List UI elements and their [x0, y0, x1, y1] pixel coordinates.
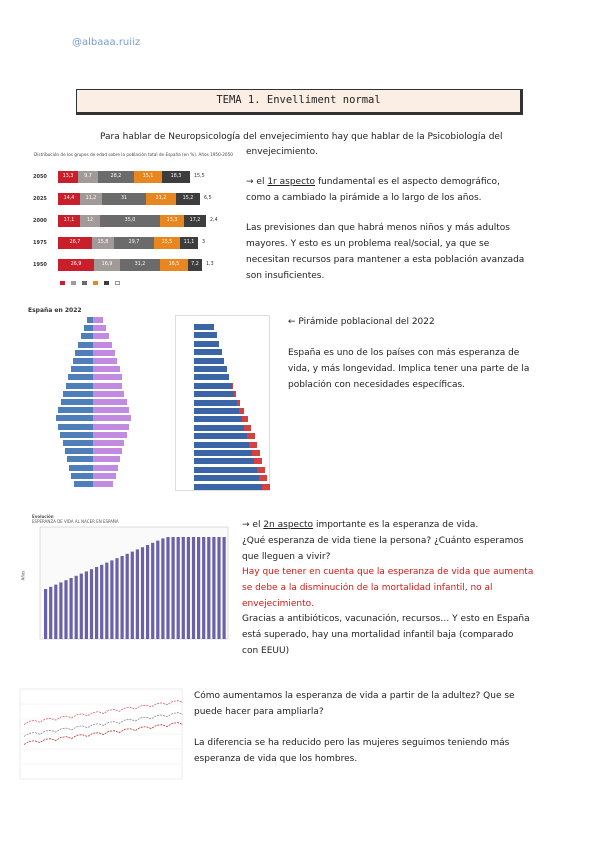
section1-para2-line-1: Las previsiones dan que habrá menos niños y más adultos — [246, 223, 510, 233]
author-handle: @albaaa.ruiiz — [72, 37, 141, 48]
life-expectancy-bar — [59, 582, 62, 639]
age-chart-end-value: 3 — [202, 240, 206, 245]
age-chart-year: 2050 — [33, 174, 47, 180]
table-bar — [194, 408, 239, 414]
pyramid-bar-male — [71, 473, 93, 479]
life-expectancy-bar — [85, 571, 88, 639]
pyramid-bar-female — [93, 383, 122, 389]
life-expectancy-bar — [105, 563, 108, 639]
pyramid-bar-male — [84, 325, 93, 331]
section2-line-1: España es uno de los países con más esperanza de — [288, 348, 520, 358]
life-expectancy-bar — [172, 537, 175, 639]
life-expectancy-bar — [126, 554, 129, 639]
table-bar — [194, 324, 214, 330]
table-bar-red — [257, 467, 265, 473]
highlight-2n-aspecto: 2n aspecto — [263, 520, 314, 530]
life-expectancy-bar — [151, 543, 154, 639]
life-chart-subtitle: ESPERANZA DE VIDA AL NACER EN ESPAÑA — [32, 519, 119, 524]
life-expectancy-bar — [54, 585, 57, 639]
pyramid-bar-male — [78, 342, 93, 348]
pyramid-bar-female — [93, 317, 103, 323]
section2-line-3: población con necesidades específicas. — [288, 380, 466, 390]
age-chart-segment: 29,7 — [114, 237, 154, 249]
life-expectancy-bar — [75, 576, 78, 639]
pyramid-bar-female — [93, 407, 129, 413]
arrow-text: → el — [246, 177, 265, 187]
life-expectancy-bar — [182, 537, 185, 639]
section3-line-3: que lleguen a vivir? — [242, 552, 331, 562]
age-chart-segment: 11,2 — [80, 193, 102, 205]
section1-line-2: como a cambiado la pirámide a lo largo de los años. — [246, 193, 482, 203]
life-expectancy-bar — [202, 537, 205, 639]
age-chart-segment: 15,5 — [154, 237, 180, 249]
pyramid-bar-female — [93, 456, 120, 462]
pyramid-bar-male — [66, 383, 94, 389]
age-chart-segment: 17,1 — [58, 215, 80, 227]
pyramid-bar-female — [93, 399, 127, 405]
life-expectancy-by-sex-chart — [14, 683, 186, 791]
pyramid-bar-female — [93, 415, 131, 421]
age-chart-bar — [58, 171, 190, 183]
table-bar — [194, 450, 252, 456]
section3-after-2: está superado, hay una mortalidad infantil baja (comparado — [242, 630, 514, 640]
section2-line-2: vida, y más longevidad. Implica tener una parte de la — [288, 364, 530, 374]
section3-after-1: Gracias a antibióticos, vacunación, recursos… Y esto en España — [242, 614, 530, 624]
table-bar-red — [234, 391, 236, 397]
table-bar-red — [239, 408, 244, 414]
life-expectancy-bar — [192, 537, 195, 639]
age-chart-year: 2025 — [33, 196, 47, 202]
age-chart-segment: 26,9 — [58, 259, 94, 271]
age-chart-segment: 15,1 — [134, 171, 162, 183]
section4-line-4: esperanza de vida que los hombres. — [194, 754, 358, 764]
age-chart-segment: 16,9 — [94, 259, 120, 271]
age-chart-segment: 31 — [102, 193, 146, 205]
age-chart-segment: 13,3 — [160, 215, 184, 227]
legend-swatch — [93, 281, 98, 285]
pyramid-bar-male — [58, 407, 93, 413]
age-chart-end-value: 1,3 — [206, 262, 214, 267]
life-expectancy-bar — [70, 578, 73, 639]
age-chart-year: 1975 — [33, 240, 47, 246]
pyramid-bar-male — [58, 424, 93, 430]
life-expectancy-bar — [95, 567, 98, 639]
age-chart-segment: 16,5 — [160, 259, 188, 271]
table-bar-red — [242, 416, 248, 422]
pyramid-bar-male — [60, 432, 93, 438]
age-chart-segment: 7,2 — [188, 259, 202, 271]
table-bar — [194, 383, 232, 389]
age-chart-segment: 35,0 — [100, 215, 160, 227]
life-expectancy-bar — [121, 556, 124, 639]
intro-line-2: envejecimiento. — [246, 147, 318, 157]
table-bar — [194, 484, 262, 490]
age-chart-segment: 15,2 — [176, 193, 200, 205]
age-chart-bar — [58, 193, 200, 205]
life-expectancy-bar — [44, 589, 47, 639]
life-expectancy-bar — [146, 545, 149, 639]
pyramid-bar-male — [74, 481, 93, 487]
age-chart-title: Distribución de los grupos de edad sobre la población total de España (en %). Años 1950-2050 — [34, 152, 233, 157]
table-bar — [194, 475, 259, 481]
section3-after-3: con EEUU) — [242, 646, 290, 656]
life-expectancy-bar — [90, 569, 93, 639]
age-chart-segment: 9,7 — [78, 171, 98, 183]
section3-line-2: ¿Qué esperanza de vida tiene la persona? ¿Cuánto esperamos — [242, 536, 524, 546]
table-bar — [194, 374, 229, 380]
table-bar — [194, 458, 254, 464]
table-bar — [194, 341, 219, 347]
section3-line-1 — [242, 518, 478, 534]
table-bar-red — [249, 442, 257, 448]
table-bar — [194, 416, 242, 422]
life-expectancy-bar — [115, 558, 118, 639]
pyramid-bar-male — [63, 391, 93, 397]
age-chart-segment: 31,2 — [120, 259, 160, 271]
life-expectancy-bar — [64, 580, 67, 639]
table-bar — [194, 400, 237, 406]
life-expectancy-bar — [212, 537, 215, 639]
pyramid-bar-female — [93, 448, 122, 454]
pyramid-bar-female — [93, 358, 117, 364]
table-bar-red — [254, 458, 262, 464]
life-expectancy-chart — [14, 513, 232, 659]
life-expectancy-bar — [177, 537, 180, 639]
age-chart-segment: 15,8 — [92, 237, 114, 249]
age-chart-segment: 26,7 — [58, 237, 92, 249]
section1-para2-line-4: son insuficientes. — [246, 271, 325, 281]
pyramid-bar-female — [93, 473, 116, 479]
section1-para2-line-2: mayores. Y esto es un problema real/social, ya que se — [246, 239, 490, 249]
pyramid-bar-female — [93, 350, 115, 356]
age-chart-bar — [58, 259, 202, 271]
age-chart-bar — [58, 237, 198, 249]
pyramid-bar-male — [81, 333, 93, 339]
table-bar-red — [247, 433, 255, 439]
life-expectancy-bar — [197, 537, 200, 639]
table-bar-red — [237, 400, 241, 406]
life-chart-title: Evolución — [32, 514, 54, 519]
section4-line-1: Cómo aumentamos la esperanza de vida a partir de la adultez? Que se — [194, 691, 515, 701]
legend-swatch — [71, 281, 76, 285]
table-bar — [194, 349, 222, 355]
life-expectancy-bar — [187, 537, 190, 639]
age-chart-end-value: 15,5 — [194, 174, 205, 179]
population-pyramid-figure — [25, 305, 273, 493]
age-chart-bar — [58, 215, 206, 227]
section1-rest: fundamental es el aspecto demográfico, — [317, 177, 500, 187]
table-bar — [194, 442, 249, 448]
age-chart-segment: 14,4 — [58, 193, 80, 205]
table-bar-red — [232, 383, 233, 389]
age-chart-end-value: 6,5 — [204, 196, 212, 201]
section3-red-2: se debe a la disminución de la mortalidad infantil, no al — [242, 583, 493, 593]
legend-swatch — [104, 281, 109, 285]
section3-red-1: Hay que tener en cuenta que la esperanza de vida que aumenta — [242, 567, 534, 577]
table-bar — [194, 358, 224, 364]
section1-para2-line-3: necesitan recursos para mantener a esta población avanzada — [246, 255, 525, 265]
pyramid-bar-female — [93, 432, 127, 438]
pyramid-bar-female — [93, 342, 112, 348]
life-expectancy-bar — [166, 537, 169, 639]
pyramid-bar-female — [93, 391, 124, 397]
life-expectancy-bar — [49, 587, 52, 639]
pyramid-bar-female — [93, 465, 118, 471]
life-expectancy-bar — [156, 541, 159, 639]
age-chart-end-value: 2,4 — [210, 218, 218, 223]
age-chart-year: 2000 — [33, 218, 47, 224]
table-bar — [194, 433, 247, 439]
life-expectancy-bar — [217, 537, 220, 639]
age-chart-segment: 12 — [80, 215, 100, 227]
pyramid-title: España en 2022 — [28, 307, 82, 314]
age-chart-year: 1950 — [33, 262, 47, 268]
pyramid-bar-male — [65, 448, 93, 454]
pyramid-bar-male — [67, 456, 93, 462]
age-chart-segment: 11,1 — [180, 237, 198, 249]
table-bar — [194, 467, 257, 473]
legend-swatch — [82, 281, 87, 285]
age-chart-segment: 21,2 — [146, 193, 176, 205]
age-chart-segment: 18,3 — [162, 171, 190, 183]
pyramid-bar-female — [93, 333, 109, 339]
life-chart-ylabel: Años — [20, 570, 26, 581]
table-bar-red — [244, 425, 251, 431]
life-expectancy-bar — [100, 565, 103, 639]
life-expectancy-bar — [131, 552, 134, 639]
sex-chart-plot — [14, 683, 186, 791]
pyramid-bar-male — [73, 358, 93, 364]
age-chart-segment: 13,3 — [58, 171, 78, 183]
intro-line-1: Para hablar de Neuropsicología del envejecimiento hay que hablar de la Psicobiología del — [100, 132, 503, 142]
pyramid-bar-male — [69, 465, 93, 471]
table-bar — [194, 425, 244, 431]
page-title: TEMA 1. Envelliment normal — [76, 89, 523, 115]
highlight-1r-aspecto: 1r aspecto — [267, 177, 316, 187]
pyramid-bar-female — [93, 481, 113, 487]
life-expectancy-bar — [161, 538, 164, 639]
age-distribution-chart — [30, 151, 236, 291]
life-expectancy-bar — [136, 549, 139, 639]
life-chart-plot — [14, 513, 232, 659]
table-bar — [194, 332, 217, 338]
arrow-text: → el — [242, 520, 261, 530]
age-chart-segment: 28,2 — [98, 171, 134, 183]
pyramid-bar-male — [56, 415, 93, 421]
pyramid-caption: ← Pirámide poblacional del 2022 — [288, 317, 435, 327]
life-expectancy-bar — [207, 537, 210, 639]
table-bar — [194, 391, 234, 397]
table-bar-red — [252, 450, 260, 456]
life-expectancy-bar — [223, 537, 226, 639]
pyramid-bar-male — [61, 399, 94, 405]
section4-line-3: La diferencia se ha reducido pero las mujeres seguimos teniendo más — [194, 738, 510, 748]
pyramid-bar-male — [71, 366, 94, 372]
legend-swatch — [115, 281, 120, 285]
table-bar-red — [259, 475, 267, 481]
population-table-panel — [175, 315, 270, 491]
age-chart-legend — [60, 281, 120, 285]
life-expectancy-bar — [110, 560, 113, 639]
section1-line-1 — [246, 175, 500, 191]
life-expectancy-bar — [141, 547, 144, 639]
pyramid-bar-female — [93, 424, 129, 430]
pyramid-bar-female — [93, 325, 106, 331]
table-bar — [194, 366, 227, 372]
section3-red-3: envejecimiento. — [242, 599, 314, 609]
pyramid-bar-female — [93, 366, 120, 372]
pyramid-bar-female — [93, 440, 124, 446]
pyramid-bar-male — [68, 374, 93, 380]
life-expectancy-bar — [80, 574, 83, 639]
pyramid-bar-male — [63, 440, 93, 446]
section4-line-2: puede hacer para ampliarla? — [194, 707, 324, 717]
age-chart-segment: 17,2 — [184, 215, 206, 227]
pyramid-bar-female — [93, 374, 122, 380]
section3-rest: importante es la esperanza de vida. — [315, 520, 479, 530]
table-bar-red — [262, 484, 270, 490]
pyramid-bar-male — [75, 350, 93, 356]
legend-swatch — [60, 281, 65, 285]
